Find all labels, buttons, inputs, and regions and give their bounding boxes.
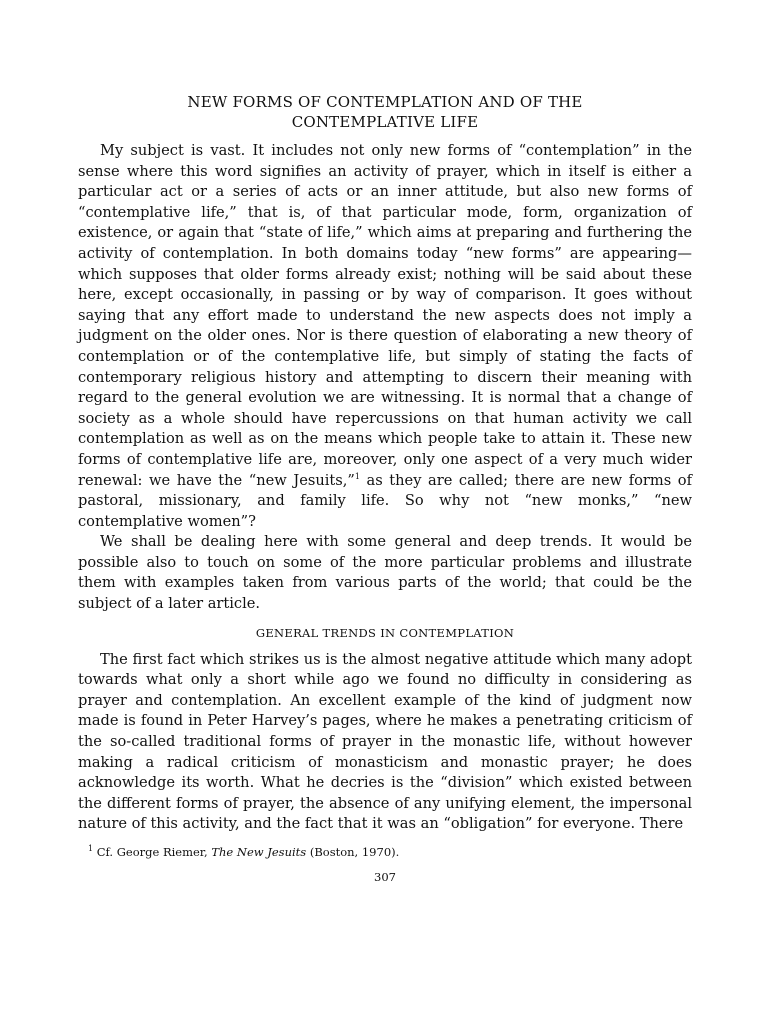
footnote-prefix: Cf. George Riemer, [93, 845, 212, 859]
page-number: 307 [374, 870, 396, 884]
section-heading: GENERAL TRENDS IN CONTEMPLATION [255, 625, 515, 640]
footnote-book-title: The New Jesuits [211, 845, 307, 859]
paragraph-1 [78, 141, 692, 532]
article-title-line-2: CONTEMPLATIVE LIFE [291, 113, 479, 131]
article-title [78, 92, 692, 132]
footnote-suffix: (Boston, 1970). [306, 845, 400, 859]
paragraph-1-text-b: as they are called; there are new forms of pastoral, missionary, and family life. So why not “new monks,” “new contemplative women”? [78, 471, 692, 530]
paragraph-3: The first fact which strikes us is the almost negative attitude which many adopt towards what only a short while ago we found no difficulty in considering as prayer and contemplation. An excellent example of the kind of judgment now made is found in Peter Harvey’s pages, where he makes a penetrating criticism of the so-called traditional forms of prayer in the monastic life, without however making a radical criticism of monasticism and monastic prayer; he does acknowledge its worth. What he decries is the “division” which existed between the different forms of prayer, the absence of any unifying element, the impersonal nature of this activity, and the fact that it was an “obligation” for everyone. There [78, 650, 692, 833]
paragraph-2: We shall be dealing here with some general and deep trends. It would be possible also to touch on some of the more particular problems and illustrate them with examples taken from various parts of the world; that could be the subject of a later article. [78, 533, 692, 613]
article-title-line-1: NEW FORMS OF CONTEMPLATION AND OF THE [187, 93, 583, 111]
footnote-mark: 1 [88, 844, 94, 854]
footnote [88, 844, 692, 860]
paragraph-1-text-a: My subject is vast. It includes not only new forms of “contemplation” in the sense where this word signifies an activity of prayer, which in itself is either a particular act or a series of acts or an inner attitude, but also new forms of “contemplative life,” that is, of that particular mode, form, organization of existence, or again that “state of life,” which aims at preparing and furthering the activity of contemplation. In both domains today “new forms” are appearing—which supposes that older forms already exist; nothing will be said about these here, except occasionally, in passing or by way of comparison. It goes without saying that any effort made to understand the new aspects does not imply a judgment on the older ones. Nor is there question of elaborating a new theory of contemplation or of the contemplative life, but simply of stating the facts of contemporary religious history and attempting to discern their meaning with regard to the general evolution we are witnessing. It is normal that a change of society as a whole should have repercussions on that human activity we call contemplation as well as on the means which people take to attain it. These new forms of contemplative life are, moreover, only one aspect of a very much wider renewal: we have the “new Jesuits,” [78, 142, 692, 489]
page [78, 92, 692, 884]
footnote-reference[interactable]: 1 [354, 471, 360, 481]
